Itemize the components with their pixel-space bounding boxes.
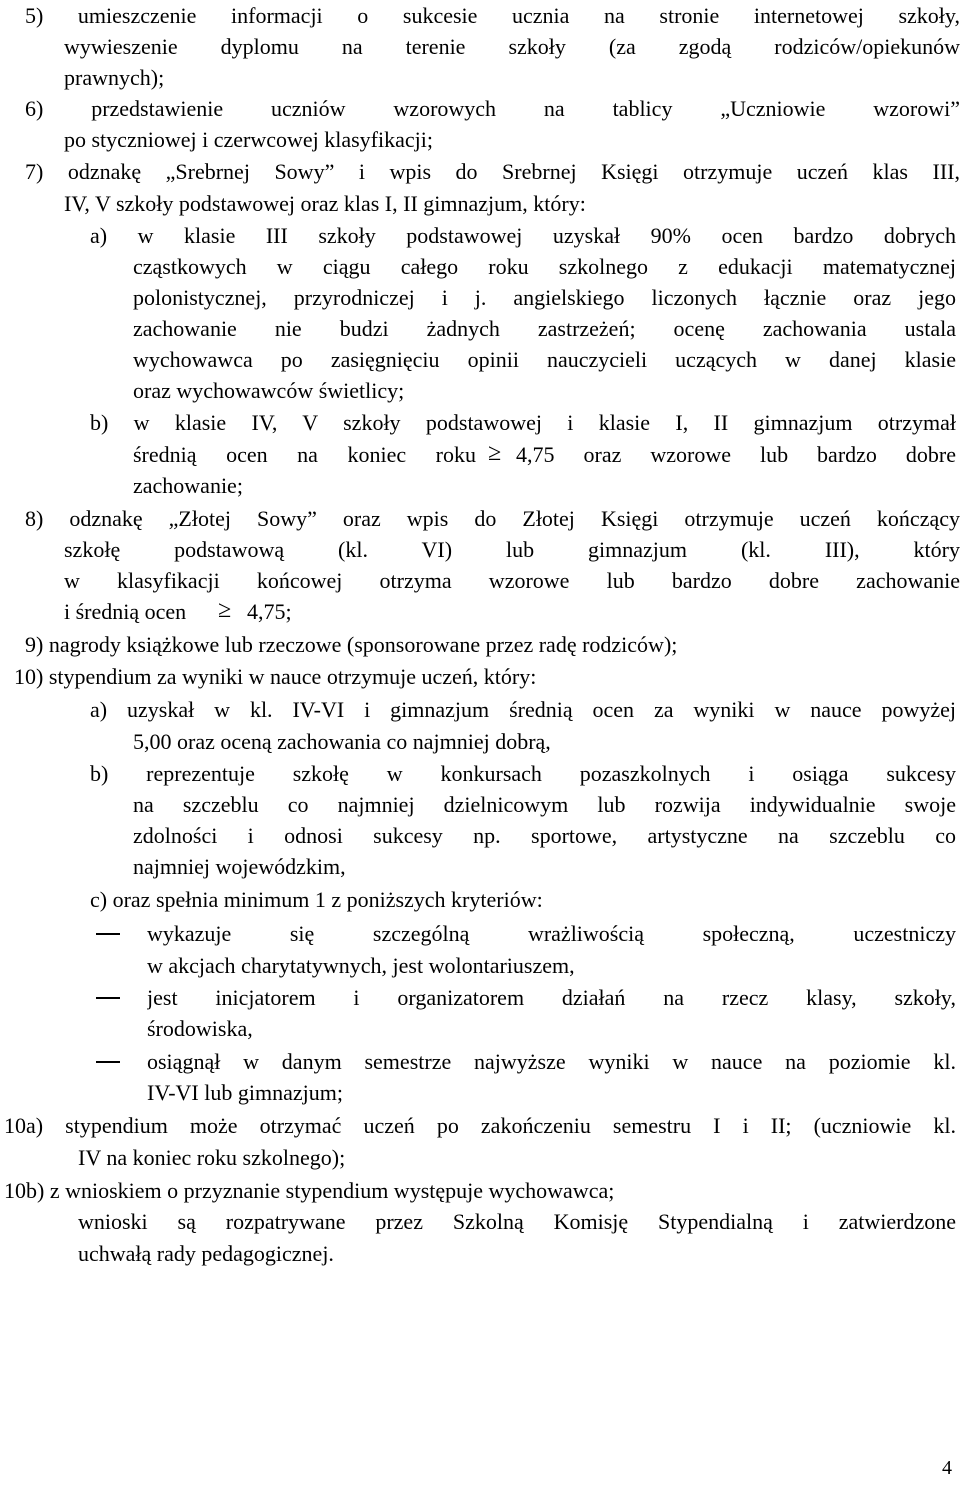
text-line: 5,00 oraz oceną zachowania co najmniej dobrą,: [133, 729, 551, 754]
text-line: jest inicjatorem i organizatorem działań na rzecz klasy, szkoły,: [147, 985, 956, 1010]
text-line: 10a) stypendium może otrzymać uczeń po zakończeniu semestru I i II; (uczniowie kl.: [4, 1113, 956, 1138]
text-line: po styczniowej i czerwcowej klasyfikacji;: [64, 127, 433, 152]
text-line: 10) stypendium za wyniki w nauce otrzymuje uczeń, który:: [14, 664, 537, 689]
text-line: wychowawca po zasięgnięciu opinii nauczycieli uczących w danej klasie: [133, 347, 956, 372]
text-line: zachowanie nie budzi żadnych zastrzeżeń; ocenę zachowania ustala: [133, 316, 956, 341]
text-line: 5) umieszczenie informacji o sukcesie ucznia na stronie internetowej szkoły,: [25, 3, 960, 28]
greater-equal-symbol: ≥: [488, 440, 502, 466]
text-line: 7) odznakę „Srebrnej Sowy” i wpis do Srebrnej Księgi otrzymuje uczeń klas III,: [25, 159, 960, 184]
text-line: w klasyfikacji końcowej otrzyma wzorowe lub bardzo dobre zachowanie: [64, 568, 960, 593]
text-line: najmniej wojewódzkim,: [133, 854, 346, 879]
text-line: prawnych);: [64, 65, 165, 90]
text-line: cząstkowych w ciągu całego roku szkolnego z edukacji matematycznej: [133, 254, 956, 279]
text-line: polonistycznej, przyrodniczej i j. angielskiego liczonych łącznie oraz jego: [133, 285, 956, 310]
text-line: 9) nagrody książkowe lub rzeczowe (sponsorowane przez radę rodziców);: [25, 632, 678, 657]
text-line: b) w klasie IV, V szkoły podstawowej i klasie I, II gimnazjum otrzymał: [90, 410, 956, 435]
text-line: IV, V szkoły podstawowej oraz klas I, II gimnazjum, który:: [64, 191, 586, 216]
text-line: b) reprezentuje szkołę w konkursach pozaszkolnych i osiąga sukcesy: [90, 761, 956, 786]
text-line: wnioski są rozpatrywane przez Szkolną Komisję Stypendialną i zatwierdzone: [78, 1209, 956, 1234]
text-line: 10b) z wnioskiem o przyznanie stypendium występuje wychowawca;: [4, 1178, 615, 1203]
text-line: wywieszenie dyplomu na terenie szkoły (za zgodą rodziców/opiekunów: [64, 34, 960, 59]
text-line: 6) przedstawienie uczniów wzorowych na tablicy „Uczniowie wzorowi”: [25, 96, 960, 121]
text-line: w akcjach charytatywnych, jest wolontariuszem,: [147, 953, 575, 978]
list-dash: [96, 997, 120, 999]
text-line: uchwałą rady pedagogicznej.: [78, 1241, 334, 1266]
text-line: IV-VI lub gimnazjum;: [147, 1080, 343, 1105]
text-line: IV na koniec roku szkolnego);: [78, 1145, 346, 1170]
text-line: 8) odznakę „Złotej Sowy” oraz wpis do Złotej Księgi otrzymuje uczeń kończący: [25, 506, 960, 531]
text-line: zdolności i odnosi sukcesy np. sportowe, artystyczne na szczeblu co: [133, 823, 956, 848]
text-line: na szczeblu co najmniej dzielnicowym lub rozwija indywidualnie swoje: [133, 792, 956, 817]
list-dash: [96, 1061, 120, 1063]
text-line: 4,75;: [247, 599, 292, 624]
text-line: zachowanie;: [133, 473, 243, 498]
text-line: a) w klasie III szkoły podstawowej uzyskał 90% ocen bardzo dobrych: [90, 223, 956, 248]
text-line: c) oraz spełnia minimum 1 z poniższych kryteriów:: [90, 887, 543, 912]
text-line: a) uzyskał w kl. IV-VI i gimnazjum średnią ocen za wyniki w nauce powyżej: [90, 697, 956, 722]
text-line: oraz wychowawców świetlicy;: [133, 378, 405, 403]
text-line: 4,75 oraz wzorowe lub bardzo dobre: [516, 442, 956, 467]
text-line: osiągnął w danym semestrze najwyższe wyniki w nauce na poziomie kl.: [147, 1049, 956, 1074]
page-number: 4: [942, 1457, 952, 1479]
text-line: średnią ocen na koniec roku: [133, 442, 476, 467]
text-line: szkołę podstawową (kl. VI) lub gimnazjum (kl. III), który: [64, 537, 960, 562]
text-line: wykazuje się szczególną wrażliwością społeczną, uczestniczy: [147, 921, 956, 946]
text-line: środowiska,: [147, 1016, 253, 1041]
list-dash: [96, 933, 120, 935]
text-line: i średnią ocen: [64, 599, 187, 624]
greater-equal-symbol: ≥: [218, 597, 232, 623]
